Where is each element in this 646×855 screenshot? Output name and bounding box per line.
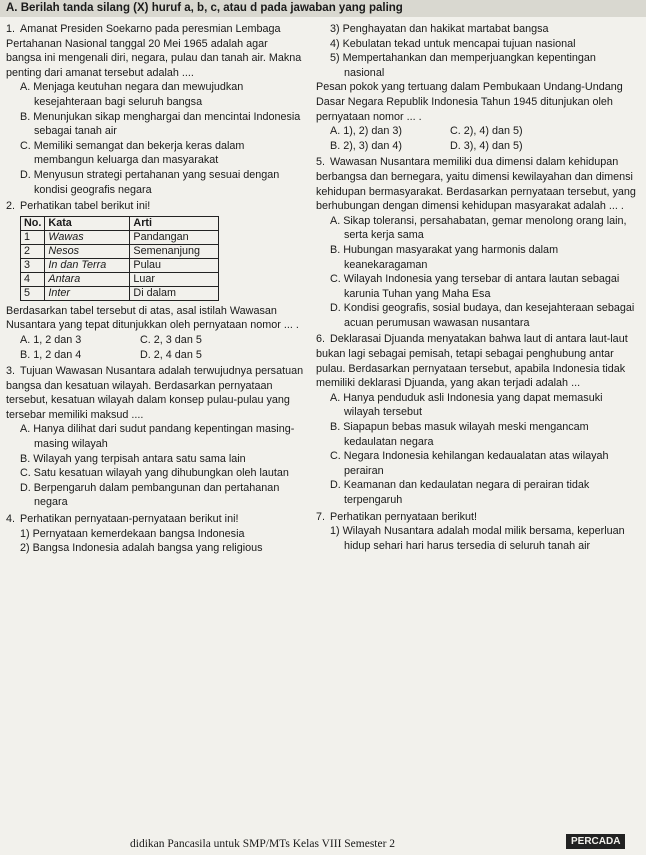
- option-d[interactable]: D. Menyusun strategi pertahanan yang sesuai dengan kondisi geografis negara: [20, 168, 280, 196]
- option-a[interactable]: A. Hanya dilihat dari sudut pandang kepentingan masing-masing wilayah: [20, 423, 295, 451]
- table-cell: Luar: [130, 272, 219, 286]
- statement-item: 1) Pernyataan kemerdekaan bangsa Indonesia: [20, 527, 245, 540]
- statement-item: 3) Penghayatan dan hakikat martabat bangsa: [330, 23, 549, 35]
- option-c[interactable]: C. Wilayah Indonesia yang tersebar di antara lautan sebagai karunia Tuhan yang Maha Esa: [330, 273, 620, 300]
- option-b[interactable]: B. Siapapun bebas masuk wilayah meski mengancam kedaulatan negara: [330, 421, 589, 448]
- question-7: [316, 510, 638, 554]
- table-cell: Nesos: [45, 244, 130, 258]
- question-number: 1.: [6, 23, 16, 35]
- question-1: [6, 22, 306, 197]
- option-a[interactable]: A. Menjaga keutuhan negara dan mewujudkan kesejahteraan bagi seluruh bangsa: [20, 81, 244, 108]
- question-number: 2.: [6, 200, 16, 213]
- options-row: [330, 124, 638, 139]
- question-2: [6, 199, 306, 362]
- table-row: [21, 258, 219, 272]
- option-b[interactable]: B. 2), 3) dan 4): [330, 139, 403, 152]
- statement-item: 2) Bangsa Indonesia adalah bangsa yang religious: [20, 542, 263, 555]
- option-b[interactable]: B. Wilayah yang terpisah antara satu sama lain: [20, 452, 246, 465]
- question-stem: Tujuan Wawasan Nusantara adalah terwujudnya persatuan bangsa dan kesatuan wilayah. Berdasarkan pernyataan tersebut, kesatuan wilayah dalam konsep pulau-pulau yang tersebar memiliki maksud ....: [6, 365, 304, 421]
- table-cell: Antara: [45, 272, 130, 286]
- question-4: [6, 512, 306, 556]
- option-d[interactable]: D. Berpengaruh dalam pembangunan dan pertahanan negara: [20, 481, 280, 509]
- question-number: 3.: [6, 365, 16, 378]
- table-cell: Inter: [45, 286, 130, 300]
- table-header: No.: [21, 216, 45, 230]
- question-stem: Amanat Presiden Soekarno pada peresmian Lembaga Pertahanan Nasional tanggal 20 Mei 1965 adalah agar bangsa ini mengenali diri, negara, pulau dan tanah air. Makna penting dari amanat tersebut adalah ....: [6, 23, 302, 79]
- table-row: [21, 272, 219, 286]
- statement-item: 4) Kebulatan tekad untuk mencapai tujuan nasional: [330, 37, 576, 50]
- table-header: Kata: [45, 216, 130, 230]
- option-b[interactable]: B. Hubungan masyarakat yang harmonis dalam keanekaragaman: [330, 243, 559, 271]
- option-a[interactable]: A. Sikap toleransi, persahabatan, gemar menolong orang lain, serta kerja sama: [330, 214, 627, 242]
- table-cell: Semenanjung: [130, 244, 219, 258]
- question-number: 6.: [316, 333, 326, 346]
- option-c[interactable]: C. Satu kesatuan wilayah yang dihubungkan oleh lautan: [20, 467, 289, 480]
- question-number: 4.: [6, 513, 16, 526]
- question-stem: Perhatikan pernyataan berikut!: [330, 510, 478, 523]
- table-row: [21, 286, 219, 300]
- option-d[interactable]: D. 2, 4 dan 5: [140, 348, 202, 361]
- left-column: [6, 22, 306, 558]
- option-b[interactable]: B. Menunjukan sikap menghargai dan mencintai Indonesia sebagai tanah air: [20, 110, 301, 138]
- option-b[interactable]: B. 1, 2 dan 4: [20, 348, 82, 361]
- options-row: [330, 139, 638, 154]
- table-cell: Pulau: [130, 258, 219, 272]
- table-cell: 5: [21, 286, 45, 300]
- table-cell: 3: [21, 258, 45, 272]
- table-header: Arti: [130, 216, 219, 230]
- question-stem: Wawasan Nusantara memiliki dua dimensi dalam kehidupan berbangsa dan bernegara, yaitu dimensi kewilayahan dan dimensi kehidupan bermasyarakat. Berdasarkan pernyataan tersebut, yang berhubungan dengan dimensi kehidupan masyarakat adalah ... .: [316, 156, 636, 213]
- question-6: [316, 332, 638, 507]
- table-cell: Di dalam: [130, 286, 219, 300]
- question-number: 5.: [316, 156, 326, 169]
- options-row: [20, 348, 306, 363]
- footer-text: didikan Pancasila untuk SMP/MTs Kelas VIII Semester 2: [130, 838, 396, 850]
- table-cell: In dan Terra: [45, 258, 130, 272]
- question-5: [316, 155, 638, 330]
- question-stem: Perhatikan pernyataan-pernyataan berikut ini!: [20, 513, 239, 526]
- statement-item: 1) Wilayah Nusantara adalah modal milik bersama, keperluan hidup sehari hari harus tersedia di seluruh tanah air: [330, 525, 625, 552]
- table-header-row: [21, 216, 219, 230]
- table-cell: Wawas: [45, 230, 130, 244]
- option-c[interactable]: C. Negara Indonesia kehilangan kedaualatan atas wilayah perairan: [330, 450, 609, 477]
- question-stem: Perhatikan tabel berikut ini!: [20, 200, 151, 213]
- word-table: [20, 216, 219, 301]
- option-c[interactable]: C. Memiliki semangat dan bekerja keras dalam membangun keluarga dan masyarakat: [20, 139, 245, 167]
- option-a[interactable]: A. 1, 2 dan 3: [20, 333, 82, 346]
- question-stem: Deklarasai Djuanda menyatakan bahwa laut di antara laut-laut bukan lagi sebagai pemisah, tetapi sebagai penghubung antar pulau. Berdasarkan pernyataan tersebut, apabila Indonesia tidak memiliki deklarasi Djuanda, yang akan terjadi adalah ...: [316, 333, 628, 390]
- question-number: 7.: [316, 510, 326, 523]
- option-a[interactable]: A. Hanya penduduk asli Indonesia yang dapat memasuki wilayah tersebut: [330, 391, 603, 419]
- statement-item: 5) Mempertahankan dan memperjuangkan kepentingan nasional: [330, 52, 596, 79]
- options-row: [20, 333, 306, 348]
- question-3: [6, 364, 306, 510]
- option-c[interactable]: C. 2, 3 dan 5: [140, 333, 202, 346]
- option-d[interactable]: D. 3), 4) dan 5): [450, 139, 523, 152]
- table-row: [21, 244, 219, 258]
- option-c[interactable]: C. 2), 4) dan 5): [450, 125, 523, 138]
- table-row: [21, 230, 219, 244]
- option-d[interactable]: D. Keamanan dan kedaulatan negara di perairan tidak terpengaruh: [330, 479, 590, 506]
- question-followup: Pesan pokok yang tertuang dalam Pembukaan Undang-Undang Dasar Negara Republik Indonesia Tahun 1945 ditunjukan oleh pernyataan nomor ... .: [316, 81, 623, 123]
- table-cell: 1: [21, 230, 45, 244]
- option-d[interactable]: D. Kondisi geografis, sosial budaya, dan kesejahteraan sebagai acuan perumusan wawasan nusantara: [330, 302, 635, 329]
- table-cell: 4: [21, 272, 45, 286]
- page-footer: [0, 834, 646, 855]
- section-header: A. Berilah tanda silang (X) huruf a, b, c, atau d pada jawaban yang paling: [0, 0, 646, 17]
- publisher-badge: PERCADA: [566, 834, 625, 849]
- table-cell: Pandangan: [130, 230, 219, 244]
- table-cell: 2: [21, 244, 45, 258]
- question-4-continued: [316, 22, 638, 153]
- question-followup: Berdasarkan tabel tersebut di atas, asal istilah Wawasan Nusantara yang tepat ditunjukkan oleh pernyataan nomor ... .: [6, 304, 299, 332]
- right-column: [316, 22, 638, 555]
- option-a[interactable]: A. 1), 2) dan 3): [330, 125, 403, 138]
